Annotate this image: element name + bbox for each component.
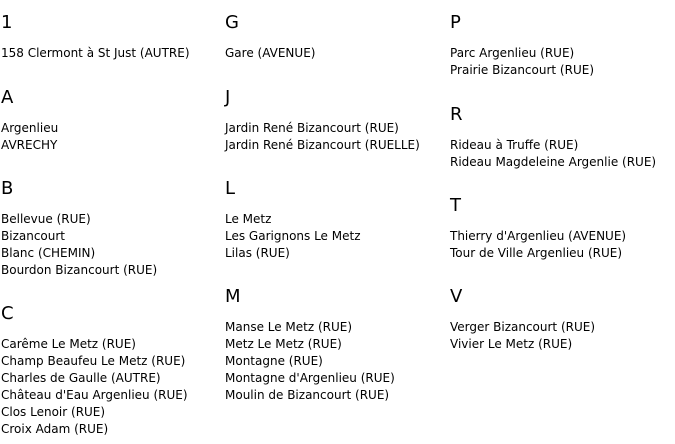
street-link[interactable]: Lilas (RUE)	[225, 246, 290, 260]
group-letter: G	[225, 12, 239, 33]
street-link[interactable]: Bizancourt	[1, 229, 66, 243]
group-letter: L	[225, 178, 236, 199]
street-link[interactable]: Prairie Bizancourt (RUE)	[450, 63, 594, 77]
group-letter: J	[225, 87, 231, 108]
street-link[interactable]: Rideau Magdeleine Argenlie (RUE)	[450, 155, 657, 169]
street-link[interactable]: Bourdon Bizancourt (RUE)	[1, 263, 158, 277]
letter-group-c	[1, 291, 188, 438]
letter-group-g	[225, 0, 315, 62]
street-link[interactable]: Montagne (RUE)	[225, 354, 323, 368]
street-link[interactable]: Argenlieu	[1, 121, 59, 135]
letter-group-1	[1, 0, 190, 62]
street-link[interactable]: Thierry d'Argenlieu (AVENUE)	[450, 229, 627, 243]
street-link[interactable]: Verger Bizancourt (RUE)	[450, 320, 596, 334]
letter-group-b	[1, 166, 157, 279]
street-link[interactable]: Moulin de Bizancourt (RUE)	[225, 388, 390, 402]
street-link[interactable]: Rideau à Truffe (RUE)	[450, 138, 579, 152]
letter-group-p	[450, 0, 594, 79]
street-link[interactable]: Parc Argenlieu (RUE)	[450, 46, 575, 60]
street-link[interactable]: Montagne d'Argenlieu (RUE)	[225, 371, 395, 385]
street-link[interactable]: Champ Beaufeu Le Metz (RUE)	[1, 354, 186, 368]
letter-group-v	[450, 274, 595, 353]
group-letter: B	[1, 178, 14, 199]
group-letter: C	[1, 303, 14, 324]
street-link[interactable]: Croix Adam (RUE)	[1, 422, 109, 436]
street-link[interactable]: Blanc (CHEMIN)	[1, 246, 96, 260]
group-letter: P	[450, 12, 461, 33]
street-link[interactable]: Manse Le Metz (RUE)	[225, 320, 353, 334]
street-link[interactable]: Jardin René Bizancourt (RUELLE)	[225, 138, 420, 152]
group-letter: 1	[1, 12, 13, 33]
street-link[interactable]: Vivier Le Metz (RUE)	[450, 337, 573, 351]
letter-group-t	[450, 183, 626, 262]
group-letter: R	[450, 104, 463, 125]
street-link[interactable]: Metz Le Metz (RUE)	[225, 337, 342, 351]
street-link[interactable]: Clos Lenoir (RUE)	[1, 405, 106, 419]
street-link[interactable]: 158 Clermont à St Just (AUTRE)	[1, 46, 190, 60]
letter-group-l	[225, 166, 361, 262]
street-link[interactable]: Carême Le Metz (RUE)	[1, 337, 136, 351]
street-link[interactable]: Bellevue (RUE)	[1, 212, 91, 226]
letter-group-r	[450, 92, 656, 171]
street-link[interactable]: Tour de Ville Argenlieu (RUE)	[450, 246, 623, 260]
group-letter: M	[225, 286, 241, 307]
street-link[interactable]: Jardin René Bizancourt (RUE)	[225, 121, 399, 135]
letter-group-j	[225, 75, 420, 154]
street-link[interactable]: Les Garignons Le Metz	[225, 229, 361, 243]
street-link[interactable]: Château d'Eau Argenlieu (RUE)	[1, 388, 188, 402]
group-letter: T	[450, 195, 461, 216]
street-link[interactable]: AVRECHY	[1, 138, 58, 152]
street-link[interactable]: Gare (AVENUE)	[225, 46, 316, 60]
street-link[interactable]: Charles de Gaulle (AUTRE)	[1, 371, 161, 385]
street-link[interactable]: Le Metz	[225, 212, 272, 226]
group-letter: V	[450, 286, 463, 307]
letter-group-m	[225, 274, 395, 404]
letter-group-a	[1, 75, 58, 154]
group-letter: A	[1, 87, 14, 108]
